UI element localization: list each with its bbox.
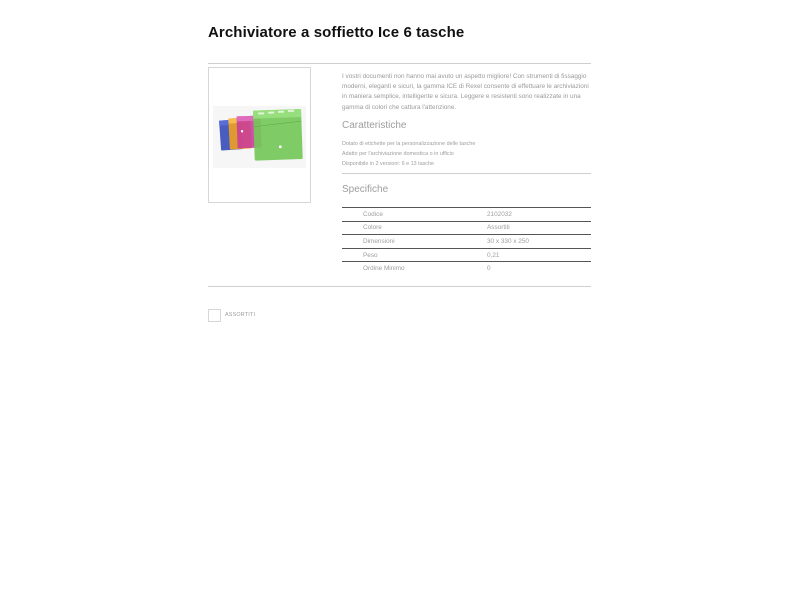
specs-heading: Specifiche — [342, 184, 389, 195]
features-list — [342, 140, 475, 169]
feature-item: Disponibile in 2 versioni: 6 e 13 tasche — [342, 160, 434, 167]
feature-item: Adatto per l'archiviazione domestica o in ufficio — [342, 150, 454, 157]
spec-value: Assortiti — [487, 221, 591, 235]
section-divider — [342, 173, 591, 174]
spec-key: Ordine Minimo — [363, 265, 405, 273]
spec-value: 30 x 330 x 250 — [487, 235, 591, 249]
table-row — [342, 221, 591, 235]
product-image[interactable] — [208, 67, 311, 203]
product-details — [342, 72, 591, 273]
color-swatch[interactable] — [208, 309, 221, 322]
table-row — [342, 262, 591, 275]
color-label[interactable]: ASSORTITI — [225, 312, 256, 318]
bottom-divider — [208, 286, 591, 287]
spec-key: Codice — [342, 208, 487, 222]
spec-key: Peso — [342, 248, 487, 262]
specs-table — [342, 207, 591, 275]
table-row — [342, 248, 591, 262]
features-heading: Caratteristiche — [342, 120, 407, 131]
product-folder-image-icon — [209, 68, 310, 202]
feature-item: Dotato di etichette per la personalizzazione delle tasche — [342, 141, 476, 147]
spec-value: 2102032 — [487, 208, 591, 222]
product-description: I vostri documenti non hanno mai avuto un aspetto migliore! Con strumenti di fissaggio moderni, eleganti e sicuri, la gamma ICE di Rexel consente di effettuare le archiviazioni in maniera semplice, intelligente e sicura. Leggere e resistenti sono realizzate in una gamma di colori che cattura l'attenzione. — [342, 73, 589, 111]
table-row — [342, 235, 591, 249]
page-title: Archiviatore a soffietto Ice 6 tasche — [208, 24, 465, 41]
table-row — [342, 208, 591, 222]
spec-key: Dimensioni — [342, 235, 487, 249]
top-divider — [208, 63, 591, 64]
spec-value: 0,21 — [487, 248, 591, 262]
spec-value: 0 — [487, 265, 491, 273]
spec-key: Colore — [342, 221, 487, 235]
